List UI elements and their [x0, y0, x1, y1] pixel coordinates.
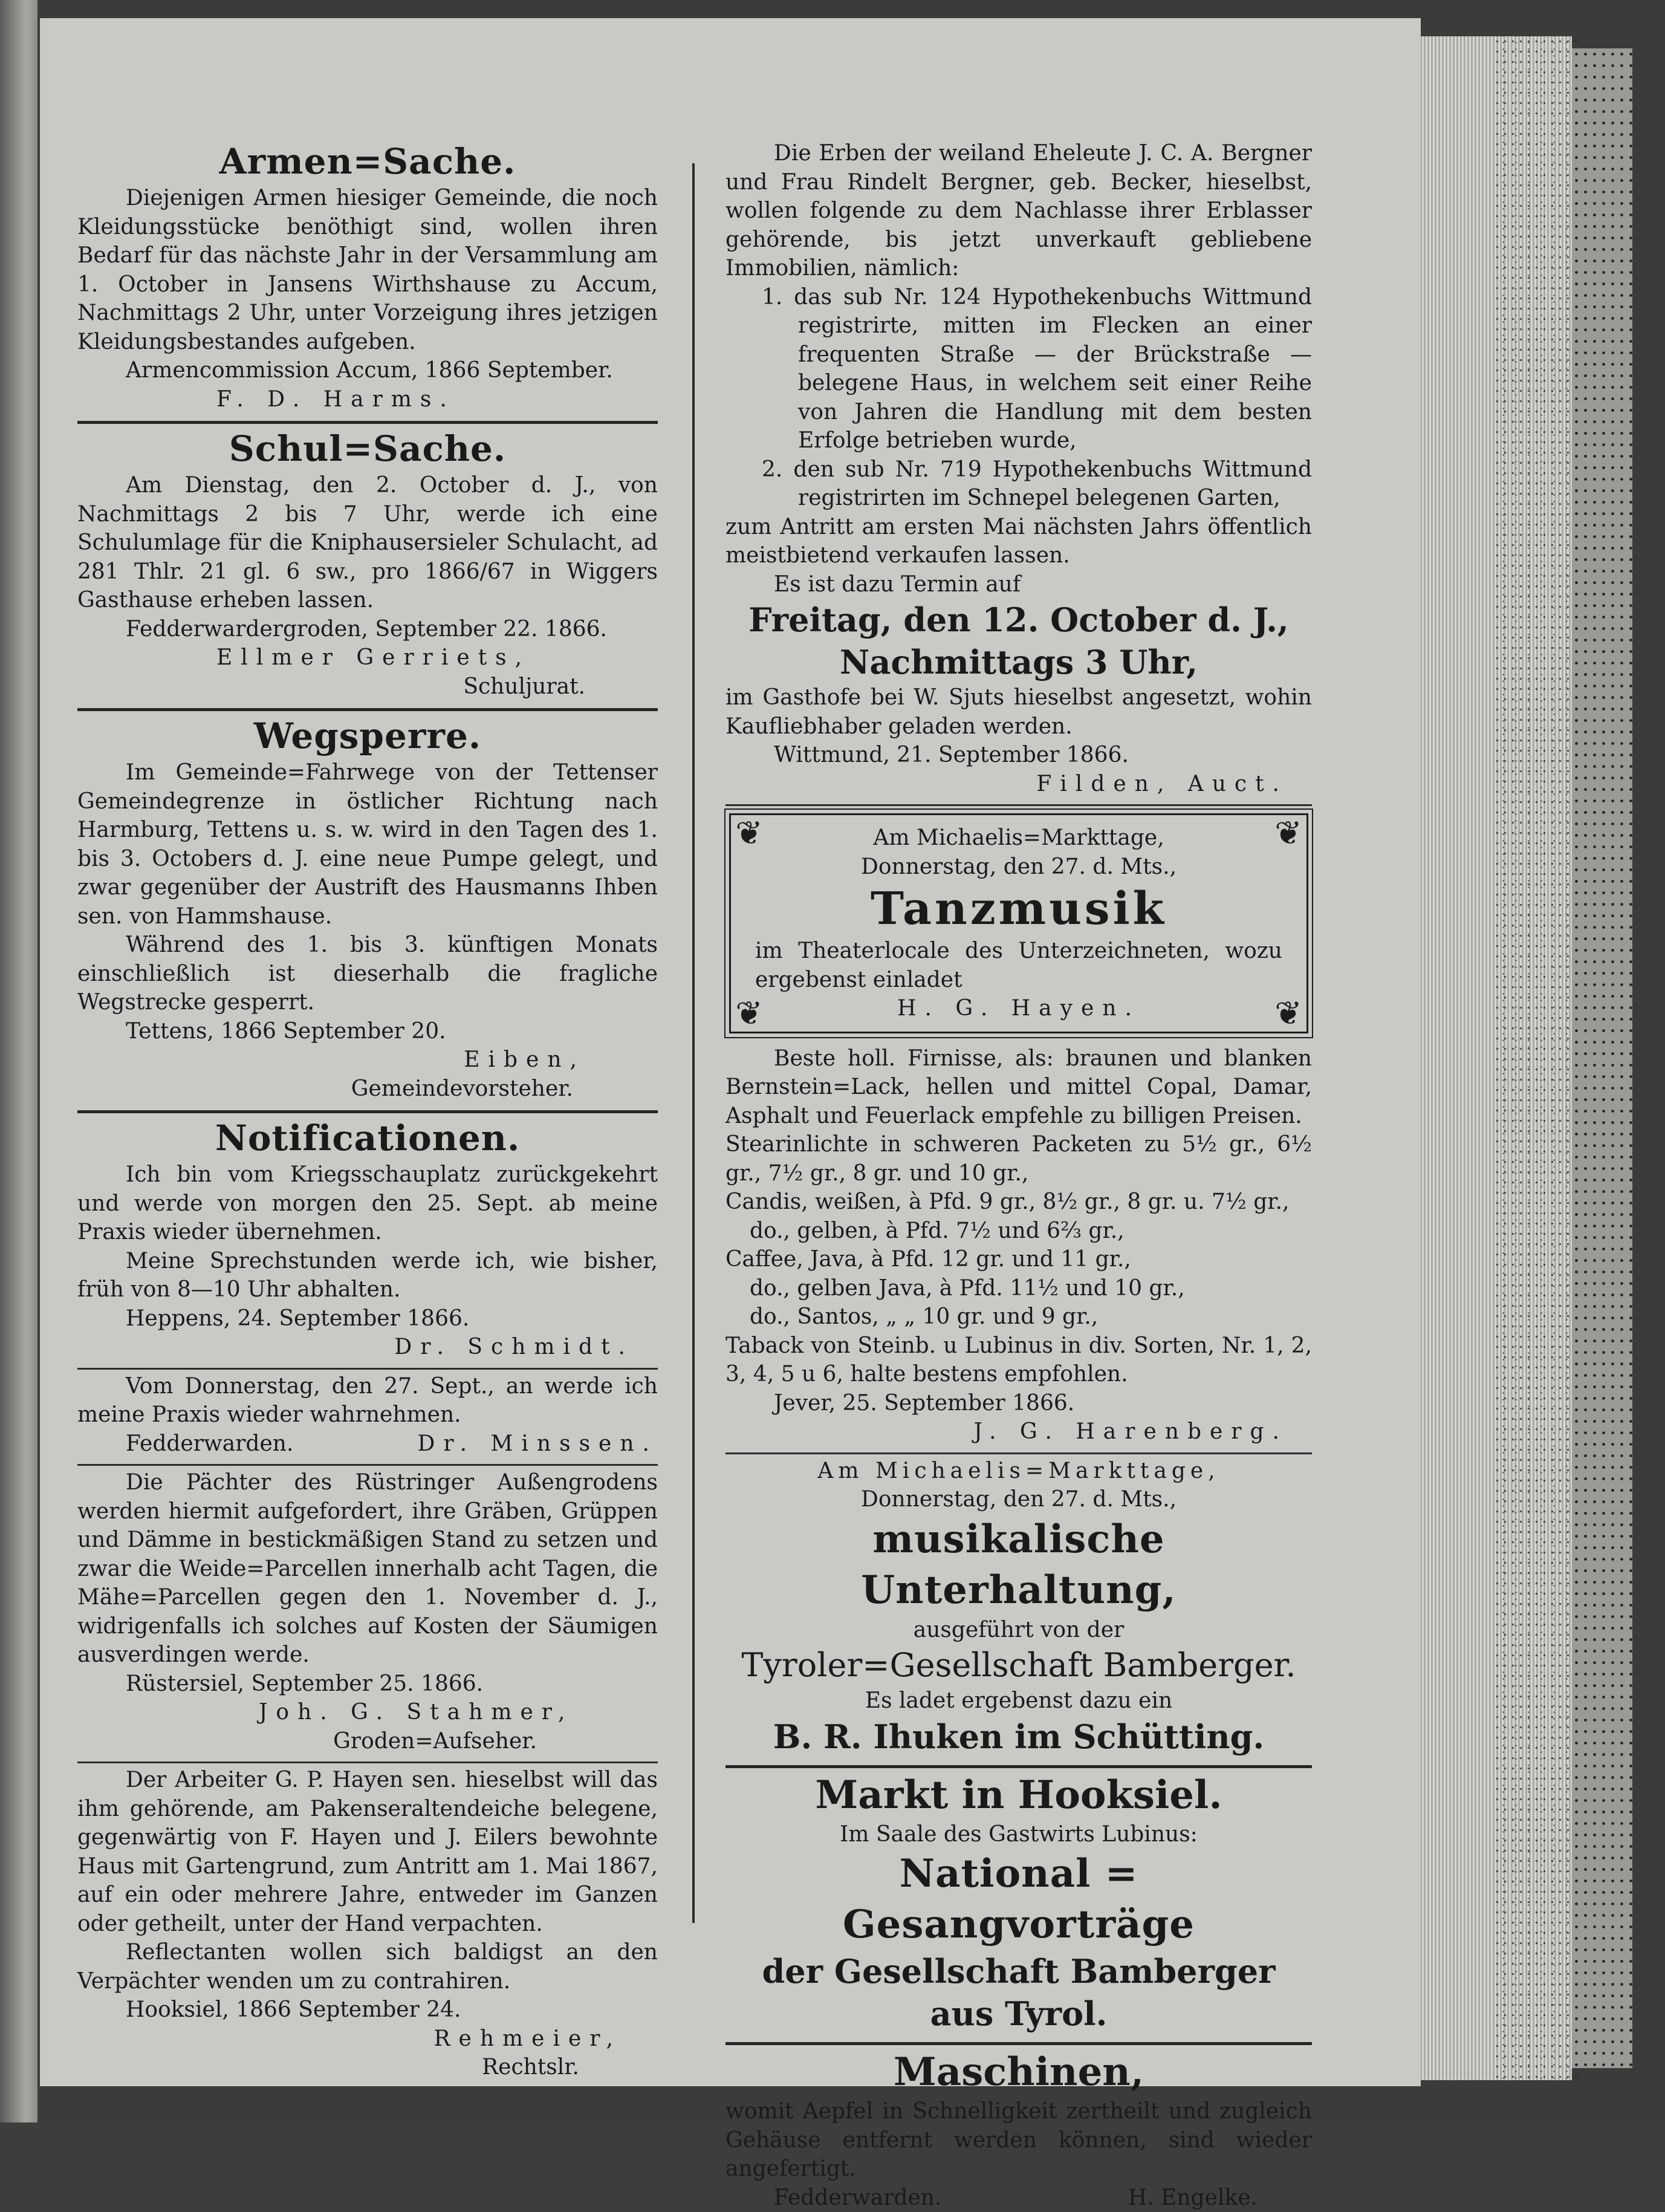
notice-body: Vom Donnerstag, den 27. Sept., an werde ich meine Praxis wieder wahrnehmen. [77, 1372, 658, 1430]
notice-signature: Dr. Minssen. [418, 1430, 658, 1459]
notice-role: Schuljurat. [77, 672, 658, 701]
price-line: do., gelben Java, à Pfd. 11½ und 10 gr., [725, 1274, 1312, 1303]
notice-body: Beste holl. Firnisse, als: braunen und blanken Bernstein=Lack, hellen und mittel Copal, Damar, Asphalt und Feuerlack empfehle zu billigen Preisen. [725, 1044, 1312, 1131]
notice-body: Meine Sprechstunden werde ich, wie bisher, früh von 8—10 Uhr abhalten. [77, 1247, 658, 1304]
notice-body: Im Gemeinde=Fahrwege von der Tettenser Gemeindegrenze in östlicher Richtung nach Harmburg, Tettens u. s. w. wird in den Tagen des 1. bis 3. Octobers d. J. eine neue Pumpe gelegt, und zwar gegenüber der Austrift des Hausmanns Ihben sen. von Hammshause. [77, 758, 658, 931]
notice-termin: Es ist dazu Termin auf [725, 570, 1312, 599]
notice-armen [77, 139, 658, 414]
price-line: do., gelben, à Pfd. 7½ und 6⅔ gr., [725, 1217, 1312, 1246]
notice-title: National = Gesangvorträge [725, 1849, 1312, 1950]
notice-place-date: Armencommission Accum, 1866 September. [77, 356, 658, 385]
notice-date: Freitag, den 12. October d. J., [725, 599, 1312, 641]
notice-line: Am Michaelis=Markttage, [725, 1457, 1312, 1486]
notice-signature: H. G. Hayen. [755, 994, 1282, 1023]
notice-body: Der Arbeiter G. P. Hayen sen. hieselbst will das ihm gehörende, am Pakenseraltendeiche belegene, gegenwärtig von F. Hayen und J. Eilers bewohnte Haus mit Gartengrund, zum Antritt am 1. Mai 1867, auf ein oder mehrere Jahre, entweder im Ganzen oder getheilt, unter der Hand verpachten. [77, 1766, 658, 1938]
notice-place-date: Heppens, 24. September 1866. [77, 1304, 658, 1333]
price-line: Stearinlichte in schweren Packeten zu 5½ gr., 6½ gr., 7½ gr., 8 gr. und 10 gr., [725, 1130, 1312, 1188]
notice-signature: J. G. Harenberg. [725, 1417, 1312, 1446]
notice-item: 2. den sub Nr. 719 Hypothekenbuchs Wittmund registrirten im Schnepel belegenen Garten, [725, 455, 1312, 513]
notice-place-date: Wittmund, 21. September 1866. [725, 741, 1312, 770]
facing-page-edge [0, 0, 37, 2123]
notice-title: musikalische Unterhaltung, [725, 1514, 1312, 1616]
notice-signature: Eiben, [77, 1046, 658, 1075]
notice-group: Tyroler=Gesellschaft Bamberger. [725, 1644, 1312, 1687]
notice-line: ausgeführt von der [725, 1616, 1312, 1645]
divider [725, 2042, 1312, 2045]
notice-minssen [77, 1372, 658, 1459]
divider [77, 1368, 658, 1370]
divider [77, 708, 658, 711]
notice-body: zum Antritt am ersten Mai nächsten Jahrs öffentlich meistbietend verkaufen lassen. [725, 513, 1312, 570]
notice-body: im Gasthofe bei W. Sjuts hieselbst angesetzt, wohin Kaufliebhaber geladen werden. [725, 683, 1312, 741]
notice-title: Armen=Sache. [77, 139, 658, 184]
notice-wegsperre [77, 714, 658, 1103]
divider [77, 1761, 658, 1763]
notice-line: Am Michaelis=Markttage, [755, 824, 1282, 853]
notice-host: B. R. Ihuken im Schütting. [725, 1716, 1312, 1758]
notice-place: Fedderwarden. [126, 1430, 293, 1459]
notice-tyroler [725, 1457, 1312, 1758]
notice-subtitle: der Gesellschaft Bamberger aus Tyrol. [725, 1950, 1312, 2035]
notice-signature: Dr. Schmidt. [77, 1333, 658, 1362]
price-line: Taback von Steinb. u Lubinus in div. Sorten, Nr. 1, 2, 3, 4, 5 u 6, halte bestens empfohlen. [725, 1332, 1312, 1389]
divider [725, 1765, 1312, 1768]
notice-role: Rechtslr. [77, 2053, 658, 2082]
book-binding [1572, 48, 1632, 2068]
price-line: Caffee, Java, à Pfd. 12 gr. und 11 gr., [725, 1245, 1312, 1274]
notice-bergner [725, 139, 1312, 798]
notice-line: Es ladet ergebenst dazu ein [725, 1687, 1312, 1716]
notice-body: im Theaterlocale des Unterzeichneten, wozu ergebenst einladet [755, 937, 1282, 994]
notice-signature: Joh. G. Stahmer, [77, 1698, 658, 1727]
notice-footer [77, 1430, 658, 1459]
notice-place-date: Fedderwardergroden, September 22. 1866. [77, 615, 658, 644]
notice-place-date: Rüstersiel, September 25. 1866. [77, 1670, 658, 1699]
notice-role: Gemeindevorsteher. [77, 1075, 658, 1104]
notice-hayen [77, 1766, 658, 2082]
notice-signature: Ellmer Gerriets, [77, 643, 658, 672]
notice-role: Groden=Aufseher. [77, 1727, 658, 1756]
notice-title: Wegsperre. [77, 714, 658, 758]
notice-place-date: Hooksiel, 1866 September 24. [77, 1996, 658, 2025]
notice-item: 1. das sub Nr. 124 Hypothekenbuchs Wittmund registrirte, mitten im Flecken an einer frequenten Straße — der Brückstraße — belegene Haus, in welchem seit einer Reihe von Jahren die Handlung mit dem besten Erfolge betrieben wurde, [725, 283, 1312, 455]
notice-place-date: Jever, 25. September 1866. [725, 1389, 1312, 1418]
ornament-icon: ❦ [1267, 992, 1310, 1035]
notice-body: Reflectanten wollen sich baldigst an den Verpächter wenden um zu contrahiren. [77, 1938, 658, 1996]
notice-harenberg [725, 1044, 1312, 1446]
notice-place-date: Tettens, 1866 September 20. [77, 1017, 658, 1046]
ornament-icon: ❦ [1267, 812, 1310, 855]
notice-title: Maschinen, [725, 2048, 1312, 2097]
price-line: Candis, weißen, à Pfd. 9 gr., 8½ gr., 8 gr. u. 7½ gr., [725, 1188, 1312, 1217]
notice-title: Schul=Sache. [77, 426, 658, 471]
notice-ruestringer [77, 1468, 658, 1755]
notice-body: Die Erben der weiland Eheleute J. C. A. Bergner und Frau Rindelt Bergner, geb. Becker, hieselbst, wollen folgende zu dem Nachlasse ihrer Erblasser gehörende, bis jetzt unverkauft gebliebene Immobilien, nämlich: [725, 139, 1312, 283]
divider [725, 804, 1312, 806]
notice-hooksiel [725, 1771, 1312, 2035]
notice-maschinen [725, 2048, 1312, 2212]
notice-notificationen [77, 1116, 658, 1362]
divider [725, 1452, 1312, 1454]
notice-body: Ich bin vom Kriegsschauplatz zurückgekehrt und werde von morgen den 25. Sept. ab meine Praxis wieder übernehmen. [77, 1160, 658, 1247]
notice-line: Donnerstag, den 27. d. Mts., [755, 853, 1282, 882]
notice-body: Diejenigen Armen hiesiger Gemeinde, die noch Kleidungsstücke benöthigt sind, wollen ihren Bedarf für das nächste Jahr in der Versammlung am 1. October in Jansens Wirthshause zu Accum, Nachmittags 2 Uhr, unter Vorzeigung ihres jetzigen Kleidungsbestandes aufgeben. [77, 184, 658, 356]
column-divider [692, 163, 695, 1923]
notice-line: Donnerstag, den 27. d. Mts., [725, 1485, 1312, 1514]
notice-schul [77, 426, 658, 701]
divider [77, 1110, 658, 1113]
notice-title: Tanzmusik [755, 881, 1282, 937]
ornament-icon: ❦ [727, 812, 771, 855]
notice-footer [725, 2184, 1312, 2212]
notice-body: womit Aepfel in Schnelligkeit zertheilt und zugleich Gehäuse entfernt werden können, sind wieder angefertigt. [725, 2097, 1312, 2184]
notice-time: Nachmittags 3 Uhr, [725, 641, 1312, 683]
notice-place: Fedderwarden. [774, 2184, 941, 2212]
left-column [77, 139, 658, 2082]
notice-signature: Filden, Auct. [725, 770, 1312, 799]
notice-signature: Rehmeier, [77, 2025, 658, 2054]
notice-body: Am Dienstag, den 2. October d. J., von Nachmittags 2 bis 7 Uhr, werde ich eine Schulumlage für die Kniphausersieler Schulacht, ad 281 Thlr. 21 gl. 6 sw., pro 1866/67 in Wiggers Gasthause erheben lassen. [77, 471, 658, 615]
notice-signature: H. Engelke. [1128, 2184, 1258, 2212]
notice-signature: F. D. Harms. [77, 385, 658, 414]
notice-body: Die Pächter des Rüstringer Außengrodens werden hiermit aufgefordert, ihre Gräben, Grüppen und Dämme in bestickmäßigen Stand zu setzen und zwar die Weide=Parcellen innerhalb acht Tagen, die Mähe=Parcellen gegen den 1. November d. J., widrigenfalls ich solches auf Kosten der Säumigen ausverdingen werde. [77, 1468, 658, 1670]
ornament-icon: ❦ [727, 992, 771, 1035]
speckled-edge [1493, 36, 1578, 2080]
notice-line: Im Saale des Gastwirts Lubinus: [725, 1820, 1312, 1849]
notice-title: Markt in Hooksiel. [725, 1771, 1312, 1820]
divider [77, 1464, 658, 1466]
price-line: do., Santos, „ „ 10 gr. und 9 gr., [725, 1303, 1312, 1332]
notice-body: Während des 1. bis 3. künftigen Monats einschließlich ist dieserhalb die fragliche Wegstrecke gesperrt. [77, 931, 658, 1017]
divider [77, 421, 658, 424]
notice-title: Notificationen. [77, 1116, 658, 1160]
right-column [725, 139, 1312, 2212]
notice-tanzmusik [729, 813, 1308, 1033]
